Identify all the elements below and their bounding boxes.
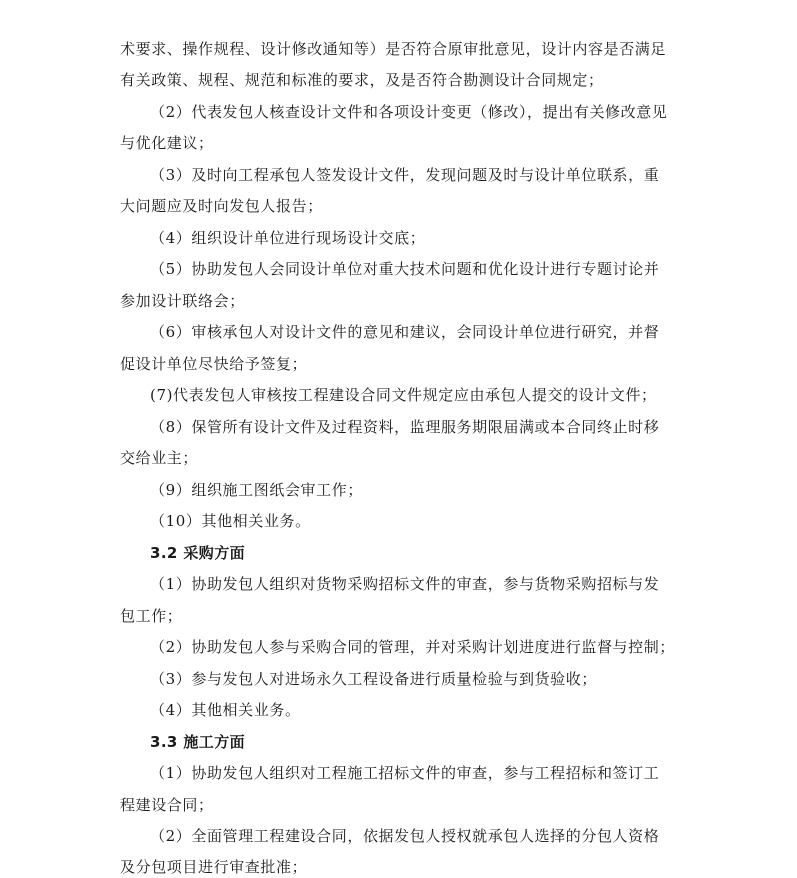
list-item-1-cont: 包工作； (120, 607, 183, 625)
list-item-5-line: （5）协助发包人会同设计单位对重大技术问题和优化设计进行专题讨论并 (150, 260, 660, 278)
list-item-6-line: （6）审核承包人对设计文件的意见和建议，会同设计单位进行研究，并督 (150, 323, 660, 341)
list-item-2-cont: 及分包项目进行审查批准； (120, 858, 308, 876)
list-item-5-cont: 参加设计联络会； (120, 292, 245, 310)
list-item-7-line: (7)代表发包人审核按工程建设合同文件规定应由承包人提交的设计文件； (150, 386, 657, 404)
list-item-2-line: （2）协助发包人参与采购合同的管理，并对采购计划进度进行监督与控制； (150, 638, 675, 656)
list-item-3-cont: 大问题应及时向发包人报告； (120, 197, 323, 215)
section-heading-3-2: 3.2 采购方面 (150, 544, 245, 562)
section-heading-3-3: 3.3 施工方面 (150, 733, 245, 751)
list-item-9-line: （9）组织施工图纸会审工作； (150, 481, 363, 499)
list-item-4-line: （4）其他相关业务。 (150, 701, 301, 719)
paragraph-line: 有关政策、规程、规范和标准的要求，及是否符合勘测设计合同规定； (120, 71, 604, 89)
list-item-8-cont: 交给业主； (120, 449, 199, 467)
list-item-1-line: （1）协助发包人组织对工程施工招标文件的审查，参与工程招标和签订工 (150, 764, 660, 782)
paragraph-line: 术要求、操作规程、设计修改通知等）是否符合原审批意见，设计内容是否满足 (120, 40, 667, 58)
list-item-1-line: （1）协助发包人组织对货物采购招标文件的审查，参与货物采购招标与发 (150, 575, 660, 593)
list-item-2-line: （2）全面管理工程建设合同，依据发包人授权就承包人选择的分包人资格 (150, 827, 660, 845)
list-item-4-line: （4）组织设计单位进行现场设计交底； (150, 229, 426, 247)
list-item-3-line: （3）参与发包人对进场永久工程设备进行质量检验与到货验收； (150, 670, 597, 688)
list-item-6-cont: 促设计单位尽快给予签复； (120, 355, 308, 373)
list-item-3-line: （3）及时向工程承包人签发设计文件，发现问题及时与设计单位联系，重 (150, 166, 660, 184)
list-item-10-line: （10）其他相关业务。 (150, 512, 311, 530)
list-item-2-line: （2）代表发包人核查设计文件和各项设计变更（修改），提出有关修改意见 (150, 103, 668, 121)
list-item-1-cont: 程建设合同； (120, 796, 214, 814)
list-item-8-line: （8）保管所有设计文件及过程资料，监理服务期限届满或本合同终止时移 (150, 418, 660, 436)
list-item-2-cont: 与优化建议； (120, 134, 214, 152)
